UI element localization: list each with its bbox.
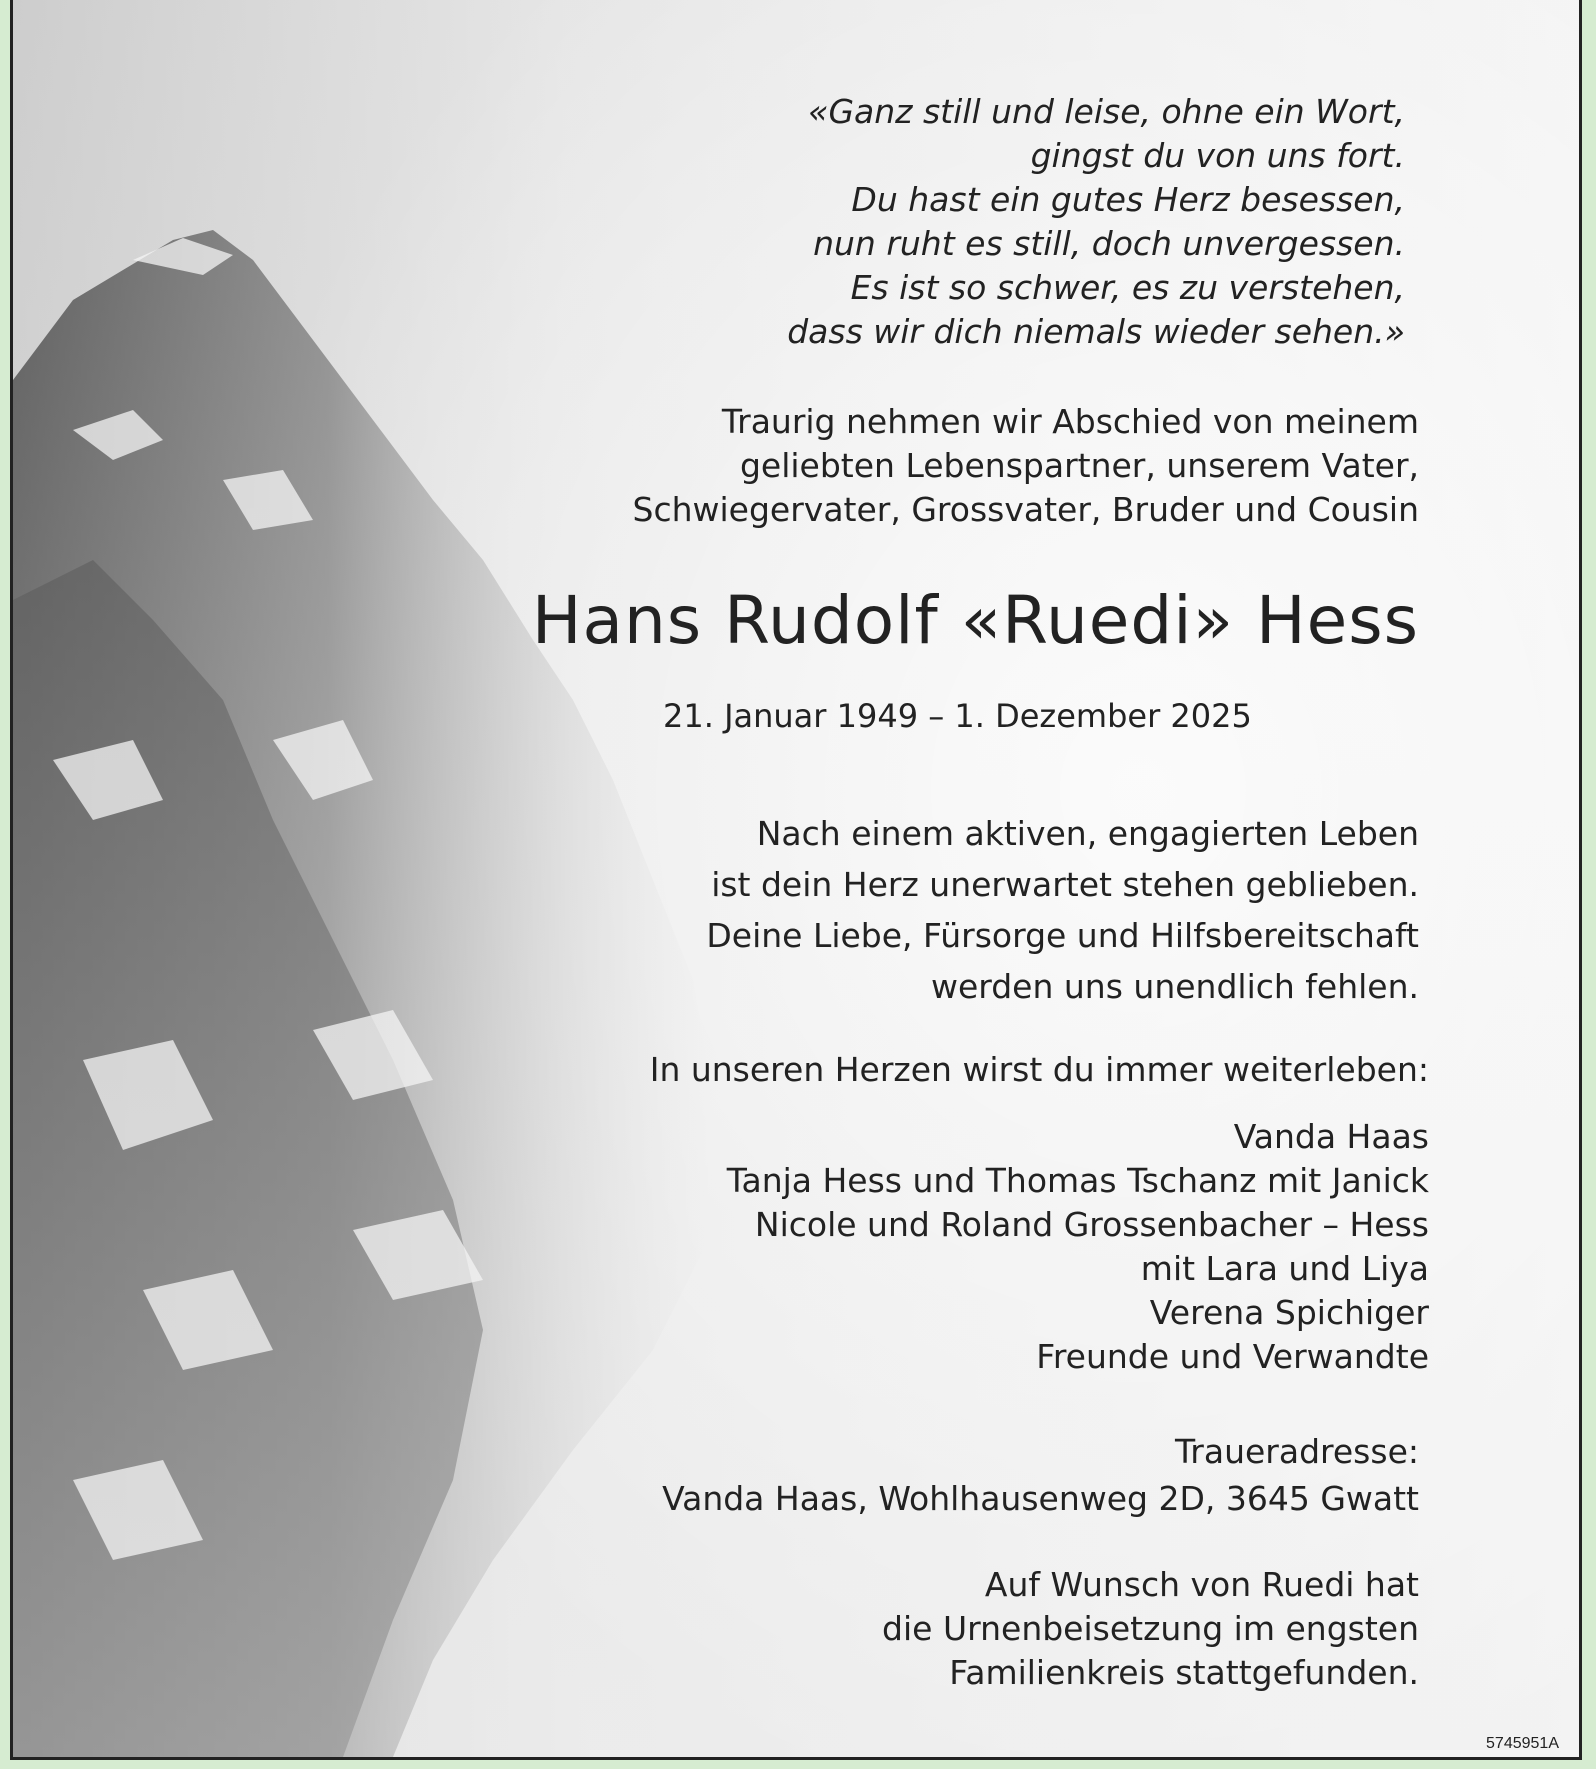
verse-line: Es ist so schwer, es zu verstehen, xyxy=(850,268,1405,307)
deceased-name: Hans Rudolf «Ruedi» Hess xyxy=(531,582,1419,659)
ad-code: 5745951A xyxy=(1486,1735,1559,1752)
life-tribute xyxy=(706,808,1419,1012)
burial-note-line: Auf Wunsch von Ruedi hat xyxy=(984,1565,1419,1604)
verse-line: gingst du von uns fort. xyxy=(1030,136,1405,175)
burial-note-line: die Urnenbeisetzung im engsten xyxy=(882,1609,1419,1648)
tribute-line: werden uns unendlich fehlen. xyxy=(930,967,1419,1006)
obituary-card xyxy=(10,0,1582,1760)
intro-line: Schwiegervater, Grossvater, Bruder und Cousin xyxy=(632,490,1419,529)
life-dates: 21. Januar 1949 – 1. Dezember 2025 xyxy=(663,697,1252,735)
tribute-line: Deine Liebe, Fürsorge und Hilfsbereitschaft xyxy=(706,916,1419,955)
mourner-entry: mit Lara und Liya xyxy=(1140,1249,1429,1288)
memorial-verse xyxy=(787,90,1405,354)
farewell-intro xyxy=(633,400,1419,532)
tribute-line: ist dein Herz unerwartet stehen geblieben. xyxy=(711,865,1419,904)
intro-line: Traurig nehmen wir Abschied von meinem xyxy=(721,402,1419,441)
mourners-list xyxy=(727,1115,1429,1379)
verse-line: «Ganz still und leise, ohne ein Wort, xyxy=(808,92,1405,131)
mourner-entry: Verena Spichiger xyxy=(1149,1293,1429,1332)
remembrance-line: In unseren Herzen wirst du immer weiterleben: xyxy=(649,1050,1429,1089)
burial-note xyxy=(882,1563,1419,1695)
address-label: Traueradresse: xyxy=(1174,1432,1419,1471)
verse-line: nun ruht es still, doch unvergessen. xyxy=(813,224,1405,263)
address-value: Vanda Haas, Wohlhausenweg 2D, 3645 Gwatt xyxy=(662,1479,1419,1518)
mourner-entry: Freunde und Verwandte xyxy=(1036,1337,1429,1376)
burial-note-line: Familienkreis stattgefunden. xyxy=(949,1653,1419,1692)
mourner-entry: Nicole und Roland Grossenbacher – Hess xyxy=(754,1205,1429,1244)
tribute-line: Nach einem aktiven, engagierten Leben xyxy=(756,814,1419,853)
mourner-entry: Vanda Haas xyxy=(1233,1117,1429,1156)
verse-line: Du hast ein gutes Herz besessen, xyxy=(851,180,1405,219)
verse-line: dass wir dich niemals wieder sehen.» xyxy=(787,312,1405,351)
intro-line: geliebten Lebenspartner, unserem Vater, xyxy=(739,446,1419,485)
mourner-entry: Tanja Hess und Thomas Tschanz mit Janick xyxy=(726,1161,1429,1200)
mourning-address xyxy=(662,1428,1419,1522)
